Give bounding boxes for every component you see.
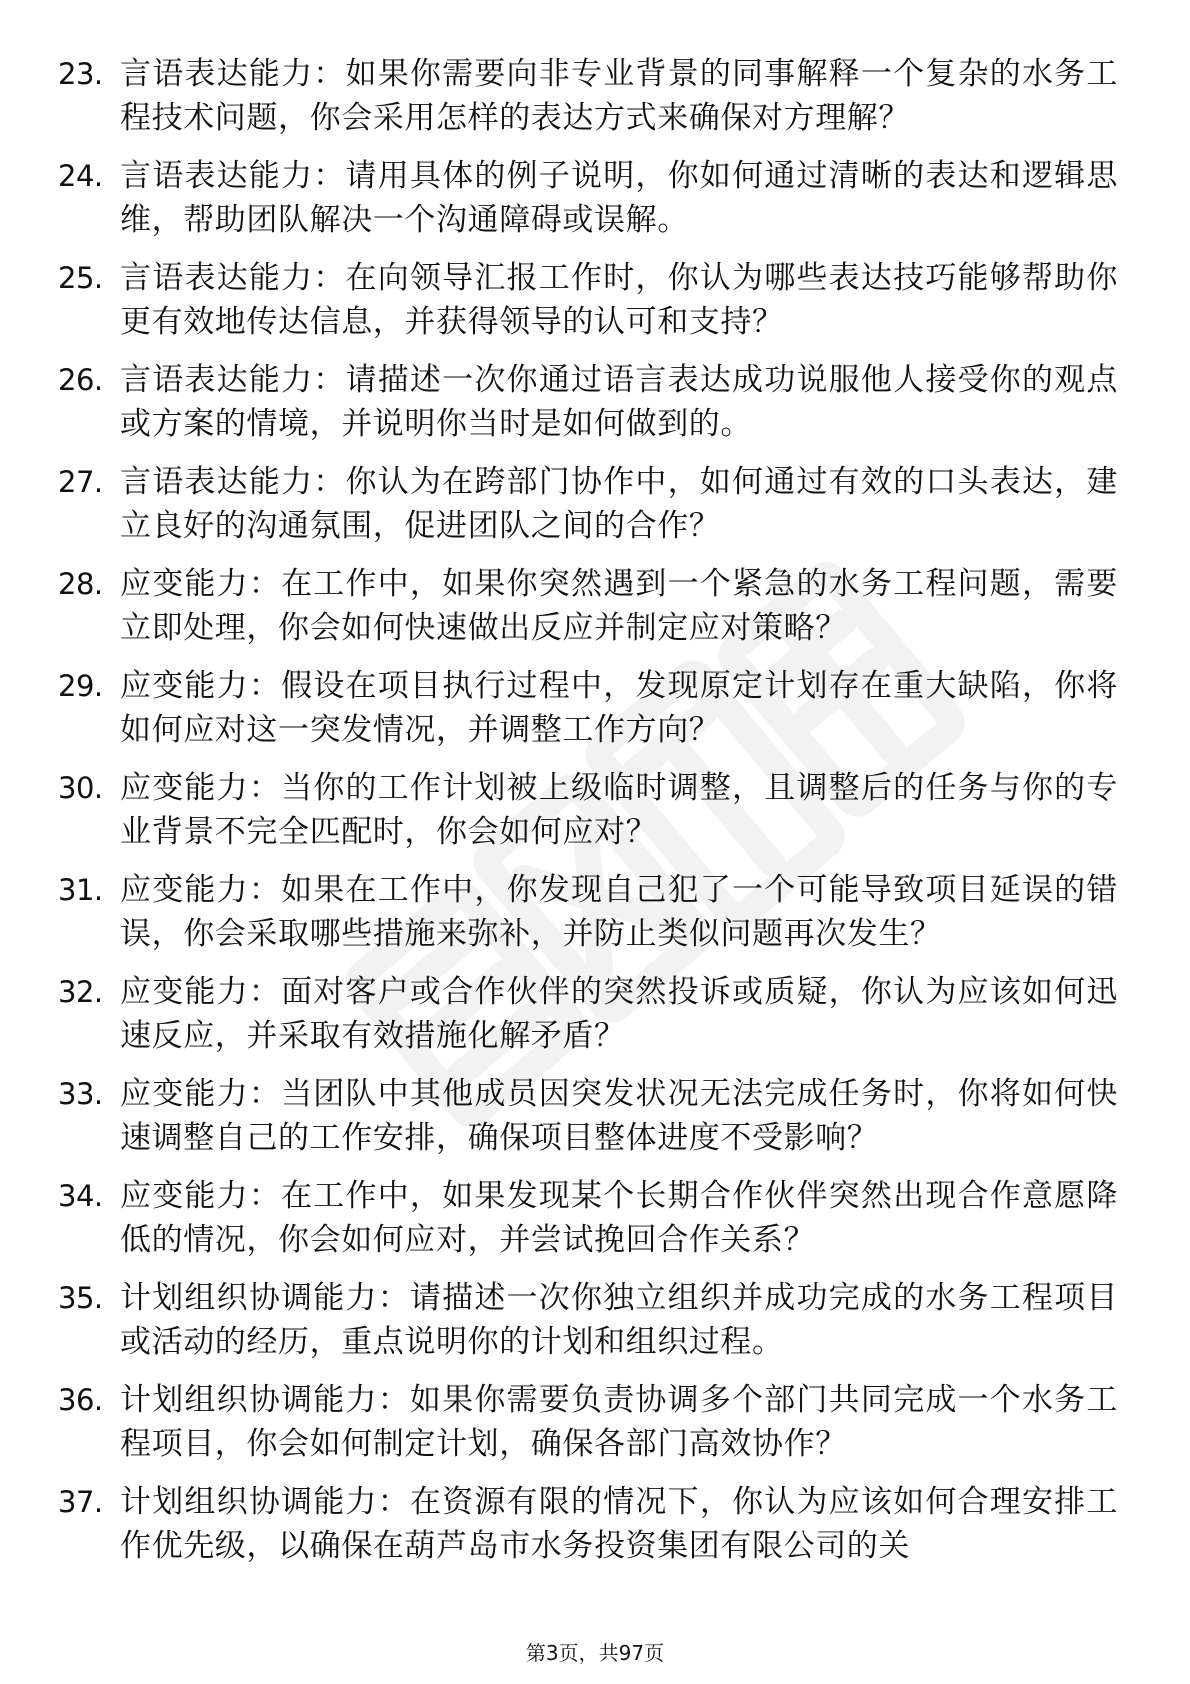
page-footer: 第3页，共97页 [525,1641,665,1665]
question-number: 34. [58,1179,103,1213]
question-text: 言语表达能力：如果你需要向非专业背景的同事解释一个复杂的水务工程技术问题，你会采用怎样的表达方式来确保对方理解？ [120,56,1118,136]
question-text: 言语表达能力：请描述一次你通过语言表达成功说服他人接受你的观点或方案的情境，并说明你当时是如何做到的。 [120,362,1118,442]
question-item [58,766,1118,854]
question-item [58,970,1118,1058]
question-item [58,154,1118,242]
question-item [58,1480,1118,1568]
question-number: 24. [58,159,103,193]
question-text: 计划组织协调能力：如果你需要负责协调多个部门共同完成一个水务工程项目，你会如何制定计划，确保各部门高效协作？ [120,1382,1118,1462]
question-text: 言语表达能力：你认为在跨部门协作中，如何通过有效的口头表达，建立良好的沟通氛围，促进团队之间的合作？ [120,464,1118,544]
question-number: 23. [58,57,103,91]
question-number: 27. [58,465,103,499]
question-item [58,256,1118,344]
question-list [58,52,1118,1582]
question-number: 30. [58,771,103,805]
question-text: 应变能力：面对客户或合作伙伴的突然投诉或质疑，你认为应该如何迅速反应，并采取有效措施化解矛盾？ [120,974,1118,1054]
question-text: 应变能力：当团队中其他成员因突发状况无法完成任务时，你将如何快速调整自己的工作安排，确保项目整体进度不受影响？ [120,1076,1118,1156]
question-text: 应变能力：在工作中，如果发现某个长期合作伙伴突然出现合作意愿降低的情况，你会如何应对，并尝试挽回合作关系？ [120,1178,1118,1258]
question-text: 应变能力：如果在工作中，你发现自己犯了一个可能导致项目延误的错误，你会采取哪些措施来弥补，并防止类似问题再次发生？ [120,872,1118,952]
question-number: 35. [58,1281,103,1315]
question-text: 计划组织协调能力：请描述一次你独立组织并成功完成的水务工程项目或活动的经历，重点说明你的计划和组织过程。 [120,1280,1118,1360]
question-number: 37. [58,1485,103,1519]
question-number: 28. [58,567,103,601]
question-item [58,664,1118,752]
question-text: 言语表达能力：在向领导汇报工作时，你认为哪些表达技巧能够帮助你更有效地传达信息，并获得领导的认可和支持？ [120,260,1118,340]
question-text: 应变能力：在工作中，如果你突然遇到一个紧急的水务工程问题，需要立即处理，你会如何快速做出反应并制定应对策略？ [120,566,1118,646]
question-number: 29. [58,669,103,703]
question-number: 33. [58,1077,103,1111]
question-number: 32. [58,975,103,1009]
question-item [58,868,1118,956]
question-number: 25. [58,261,103,295]
question-number: 26. [58,363,103,397]
question-item [58,1276,1118,1364]
question-text: 应变能力：当你的工作计划被上级临时调整，且调整后的任务与你的专业背景不完全匹配时，你会如何应对？ [120,770,1118,850]
question-item [58,460,1118,548]
question-text: 应变能力：假设在项目执行过程中，发现原定计划存在重大缺陷，你将如何应对这一突发情况，并调整工作方向？ [120,668,1118,748]
question-item [58,1072,1118,1160]
question-text: 言语表达能力：请用具体的例子说明，你如何通过清晰的表达和逻辑思维，帮助团队解决一个沟通障碍或误解。 [120,158,1118,238]
question-item [58,358,1118,446]
question-item [58,562,1118,650]
question-number: 31. [58,873,103,907]
question-text: 计划组织协调能力：在资源有限的情况下，你认为应该如何合理安排工作优先级，以确保在葫芦岛市水务投资集团有限公司的关 [120,1484,1118,1564]
question-number: 36. [58,1383,103,1417]
question-item [58,1174,1118,1262]
question-item [58,52,1118,140]
question-item [58,1378,1118,1466]
